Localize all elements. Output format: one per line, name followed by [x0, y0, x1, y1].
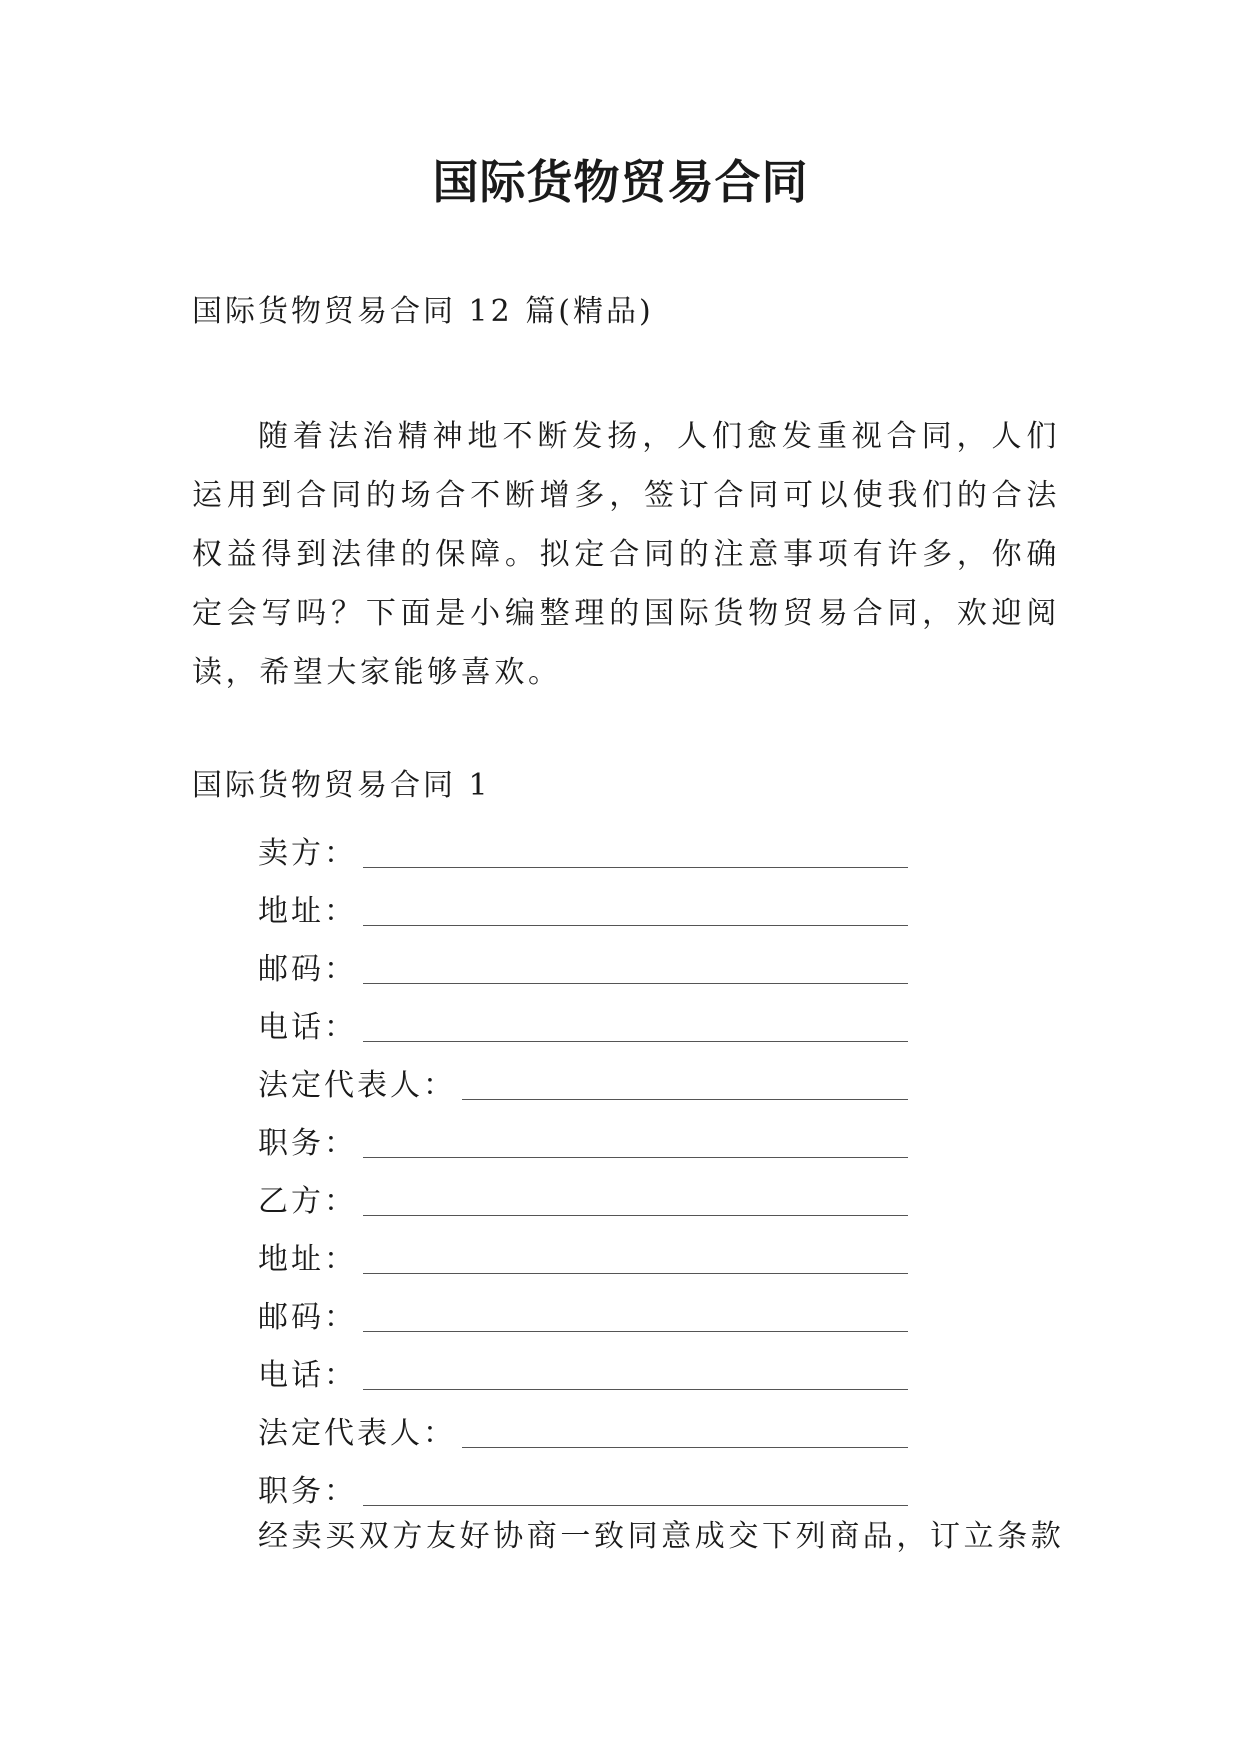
- field-label: 职务：: [258, 1126, 357, 1161]
- field-label: 邮码：: [258, 952, 357, 987]
- fill-in-blank: [363, 1485, 908, 1506]
- fill-in-blank: [363, 1137, 908, 1158]
- fill-in-blank: [363, 847, 908, 868]
- field-label: 电话：: [258, 1010, 357, 1045]
- party-fields-list: [258, 816, 908, 1512]
- fill-in-blank: [363, 1253, 908, 1274]
- field-label: 邮码：: [258, 1300, 357, 1335]
- field-row-seller-phone: [258, 990, 908, 1048]
- field-row-party-b: [258, 1164, 908, 1222]
- field-label: 法定代表人：: [258, 1416, 456, 1451]
- fill-in-blank: [363, 1311, 908, 1332]
- field-row-seller-postcode: [258, 932, 908, 990]
- field-row-seller-position: [258, 1106, 908, 1164]
- field-label: 职务：: [258, 1474, 357, 1509]
- field-label: 地址：: [258, 1242, 357, 1277]
- field-label: 电话：: [258, 1358, 357, 1393]
- field-row-seller: [258, 816, 908, 874]
- field-row-party-b-position: [258, 1454, 908, 1512]
- fill-in-blank: [363, 963, 908, 984]
- fill-in-blank: [462, 1427, 908, 1448]
- fill-in-blank: [363, 1369, 908, 1390]
- field-row-party-b-legal-rep: [258, 1396, 908, 1454]
- field-row-seller-legal-rep: [258, 1048, 908, 1106]
- intro-paragraph: 随着法治精神地不断发扬，人们愈发重视合同，人们运用到合同的场合不断增多，签订合同可以使我们的合法权益得到法律的保障。拟定合同的注意事项有许多，你确定会写吗？下面是小编整理的国际货物贸易合同，欢迎阅读，希望大家能够喜欢。: [192, 419, 1060, 690]
- field-row-party-b-phone: [258, 1338, 908, 1396]
- fill-in-blank: [363, 1195, 908, 1216]
- field-label: 法定代表人：: [258, 1068, 456, 1103]
- closing-paragraph: 经卖买双方友好协商一致同意成交下列商品，订立条款: [258, 1519, 1065, 1554]
- document-title: 国际货物贸易合同: [432, 155, 809, 209]
- field-row-party-b-address: [258, 1222, 908, 1280]
- field-row-party-b-postcode: [258, 1280, 908, 1338]
- section-heading: 国际货物贸易合同 1: [192, 768, 491, 803]
- field-label: 乙方：: [258, 1184, 357, 1219]
- document-subtitle: 国际货物贸易合同 12 篇(精品): [192, 294, 654, 329]
- fill-in-blank: [462, 1079, 908, 1100]
- field-row-seller-address: [258, 874, 908, 932]
- fill-in-blank: [363, 1021, 908, 1042]
- field-label: 地址：: [258, 894, 357, 929]
- fill-in-blank: [363, 905, 908, 926]
- field-label: 卖方：: [258, 836, 357, 871]
